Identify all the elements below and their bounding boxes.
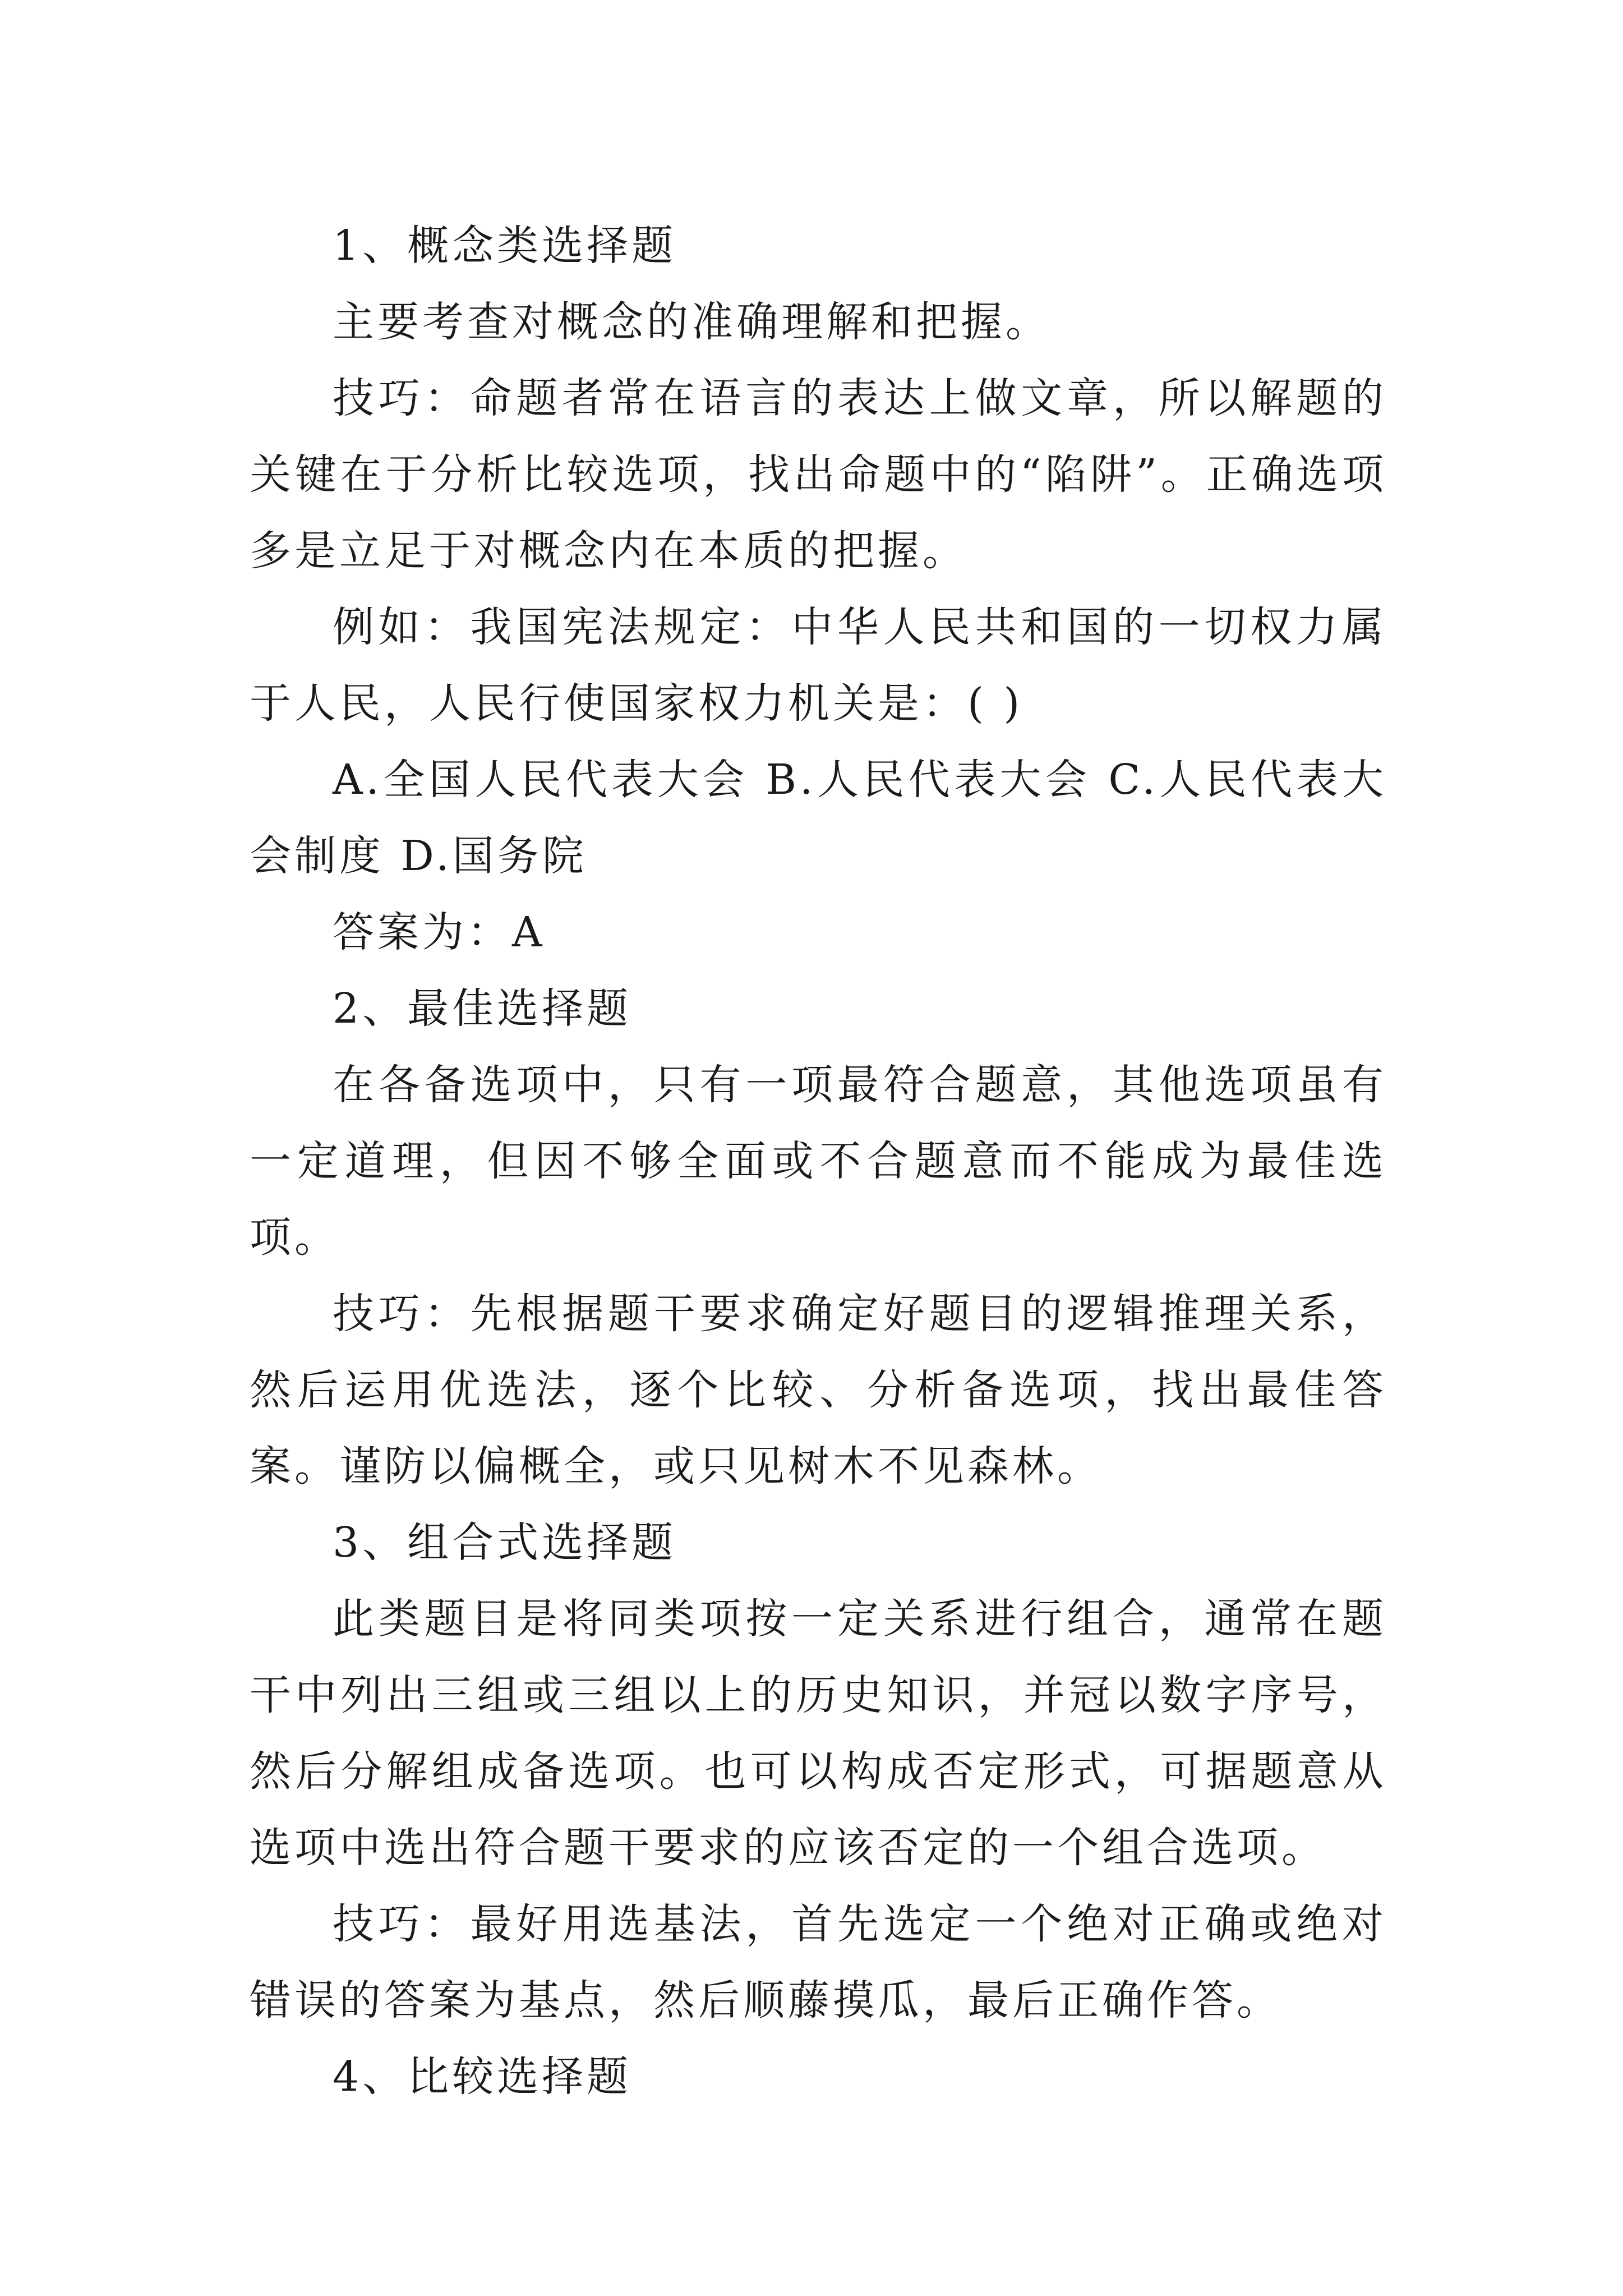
paragraph-combination-summary: 此类题目是将同类项按一定关系进行组合，通常在题干中列出三组或三组以上的历史知识，并冠以数字序号，然后分解组成备选项。也可以构成否定形式，可据题意从选项中选出符合题干要求的应该否定的一个组合选项。 [250,1595,1387,1872]
heading-concept-questions: 1、概念类选择题 [333,222,677,270]
paragraph-concept-technique: 技巧：命题者常在语言的表达上做文章，所以解题的关键在于分析比较选项，找出命题中的“陷阱”。正确选项多是立足于对概念内在本质的把握。 [250,374,1387,575]
paragraph-concept-summary: 主要考查对概念的准确理解和把握。 [333,298,1050,346]
heading-best-choice: 2、最佳选择题 [333,984,632,1033]
paragraph-best-choice-summary: 在各备选项中，只有一项最符合题意，其他选项虽有一定道理，但因不够全面或不合题意而不能成为最佳选项。 [250,1061,1387,1262]
document-page [250,208,1387,2115]
paragraph-example-answer: 答案为：A [333,908,546,956]
heading-comparison: 4、比较选择题 [333,2053,632,2101]
heading-combination: 3、组合式选择题 [333,1519,677,1567]
paragraph-combination-technique: 技巧：最好用选基法，首先选定一个绝对正确或绝对错误的答案为基点，然后顺藤摸瓜，最后正确作答。 [250,1900,1387,2024]
paragraph-best-choice-technique: 技巧：先根据题干要求确定好题目的逻辑推理关系，然后运用优选法，逐个比较、分析备选项，找出最佳答案。谨防以偏概全，或只见树木不见森林。 [250,1290,1387,1490]
paragraph-example-options: A.全国人民代表大会 B.人民代表大会 C.人民代表大会制度 D.国务院 [250,756,1387,880]
paragraph-example-question: 例如：我国宪法规定：中华人民共和国的一切权力属于人民，人民行使国家权力机关是：( ) [250,603,1387,728]
